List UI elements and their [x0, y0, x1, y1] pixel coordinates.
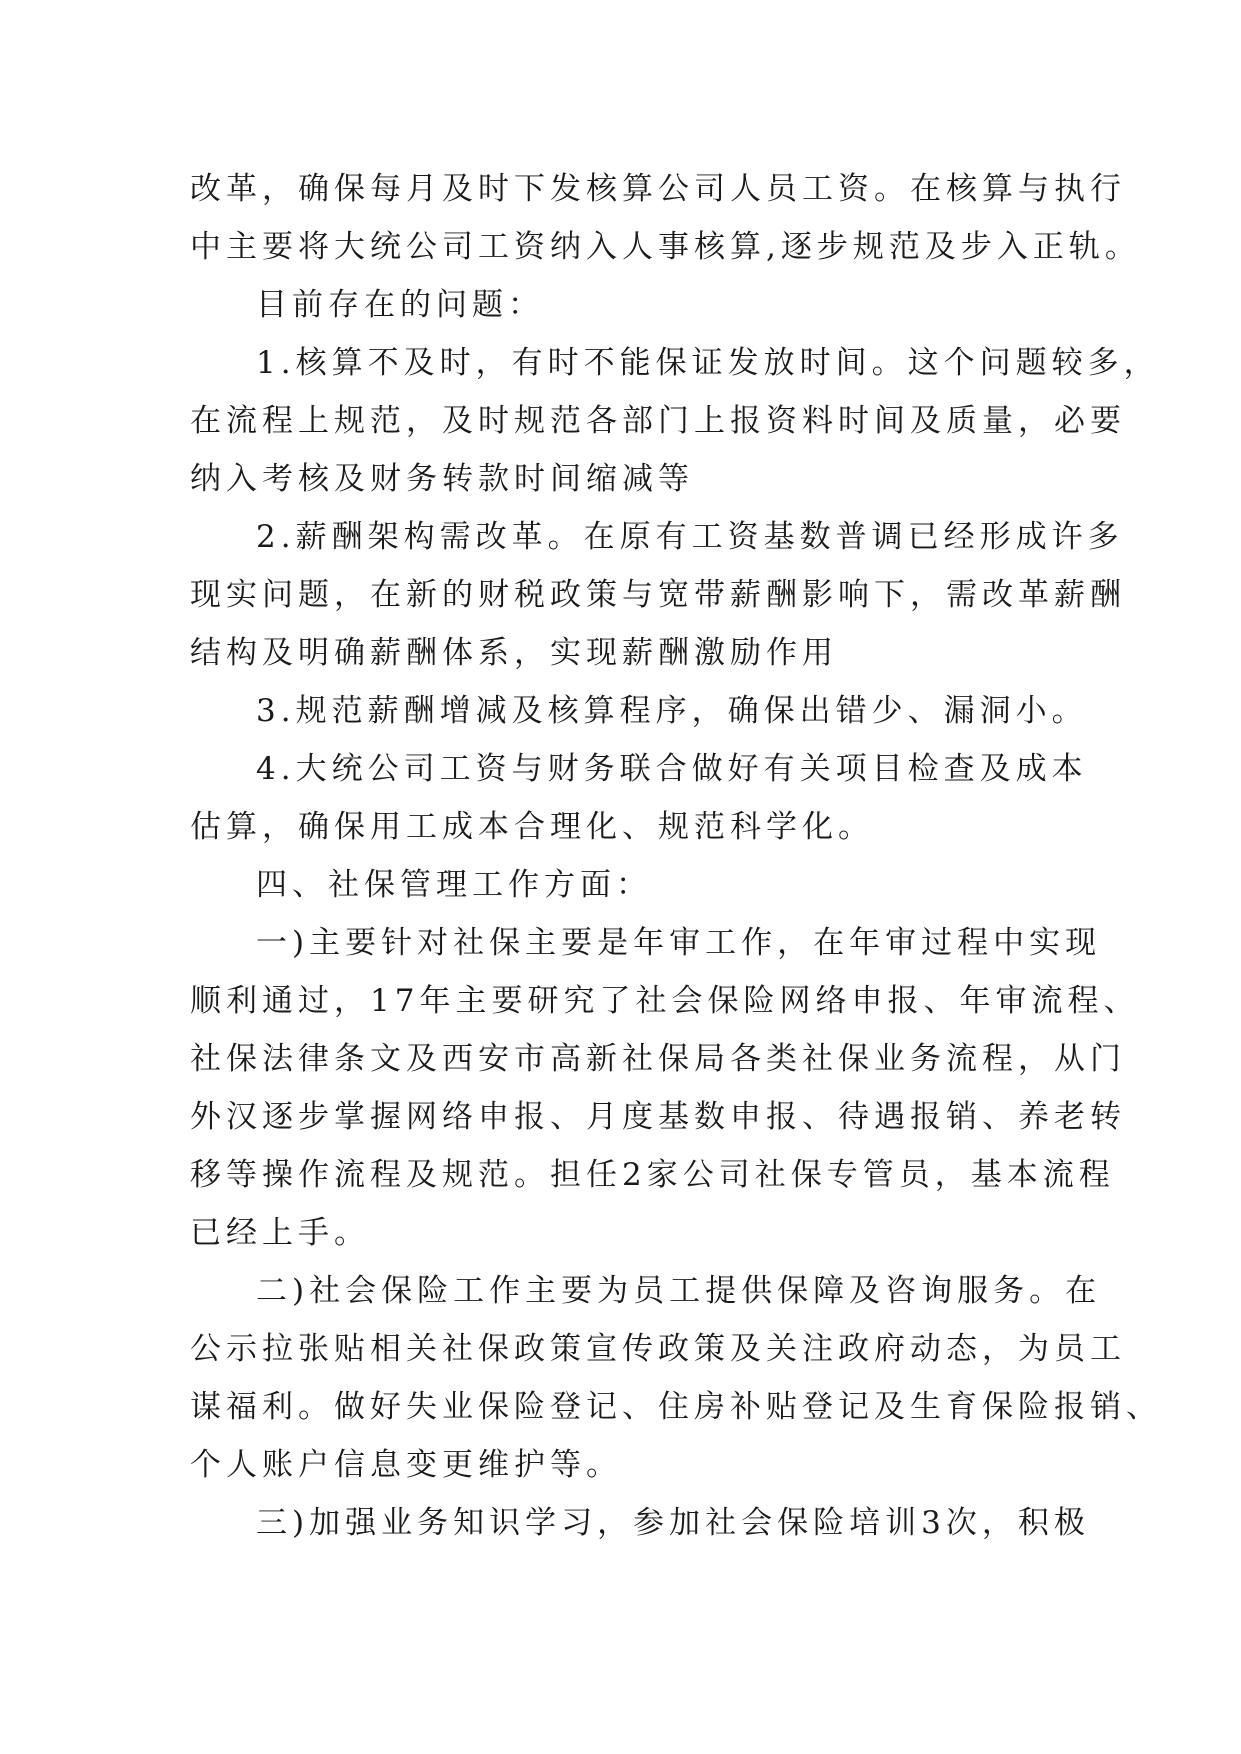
- text-line: 纳入考核及财务转款时间缩减等: [190, 461, 694, 497]
- text-line: 外汉逐步掌握网络申报、月度基数申报、待遇报销、养老转: [190, 1099, 1126, 1135]
- text-line: 顺利通过，17年主要研究了社会保险网络申报、年审流程、: [190, 983, 1140, 1019]
- text-line: 中主要将大统公司工资纳入人事核算,逐步规范及步入正轨。: [190, 229, 1141, 265]
- text-line: 现实问题，在新的财税政策与宽带薪酬影响下，需改革薪酬: [190, 577, 1126, 613]
- text-line: 在流程上规范，及时规范各部门上报资料时间及质量，必要: [190, 403, 1126, 439]
- text-line: 个人账户信息变更维护等。: [190, 1447, 622, 1483]
- text-line: 改革，确保每月及时下发核算公司人员工资。在核算与执行: [190, 171, 1126, 207]
- text-line: 估算，确保用工成本合理化、规范科学化。: [190, 809, 874, 845]
- text-line: 一)主要针对社保主要是年审工作，在年审过程中实现: [256, 925, 1102, 961]
- text-line: 已经上手。: [190, 1215, 370, 1251]
- text-line: 公示拉张贴相关社保政策宣传政策及关注政府动态，为员工: [190, 1331, 1126, 1367]
- text-line: 3.规范薪酬增减及核算程序，确保出错少、漏洞小。: [256, 693, 1088, 729]
- text-line: 谋福利。做好失业保险登记、住房补贴登记及生育保险报销、: [190, 1389, 1162, 1425]
- text-line: 社保法律条文及西安市高新社保局各类社保业务流程，从门: [190, 1041, 1126, 1077]
- text-line: 4.大统公司工资与财务联合做好有关项目检查及成本: [256, 751, 1088, 787]
- text-line: 移等操作流程及规范。担任2家公司社保专管员，基本流程: [190, 1157, 1115, 1193]
- text-line: 结构及明确薪酬体系，实现薪酬激励作用: [190, 635, 838, 671]
- text-line: 目前存在的问题：: [256, 287, 544, 323]
- text-line: 二)社会保险工作主要为员工提供保障及咨询服务。在: [256, 1273, 1102, 1309]
- text-line: 三)加强业务知识学习，参加社会保险培训3次，积极: [256, 1505, 1090, 1541]
- text-line: 2.薪酬架构需改革。在原有工资基数普调已经形成许多: [256, 519, 1124, 555]
- text-line: 四、社保管理工作方面：: [256, 867, 652, 903]
- text-line: 1.核算不及时，有时不能保证发放时间。这个问题较多，: [256, 345, 1160, 381]
- body-text: [190, 160, 1162, 1552]
